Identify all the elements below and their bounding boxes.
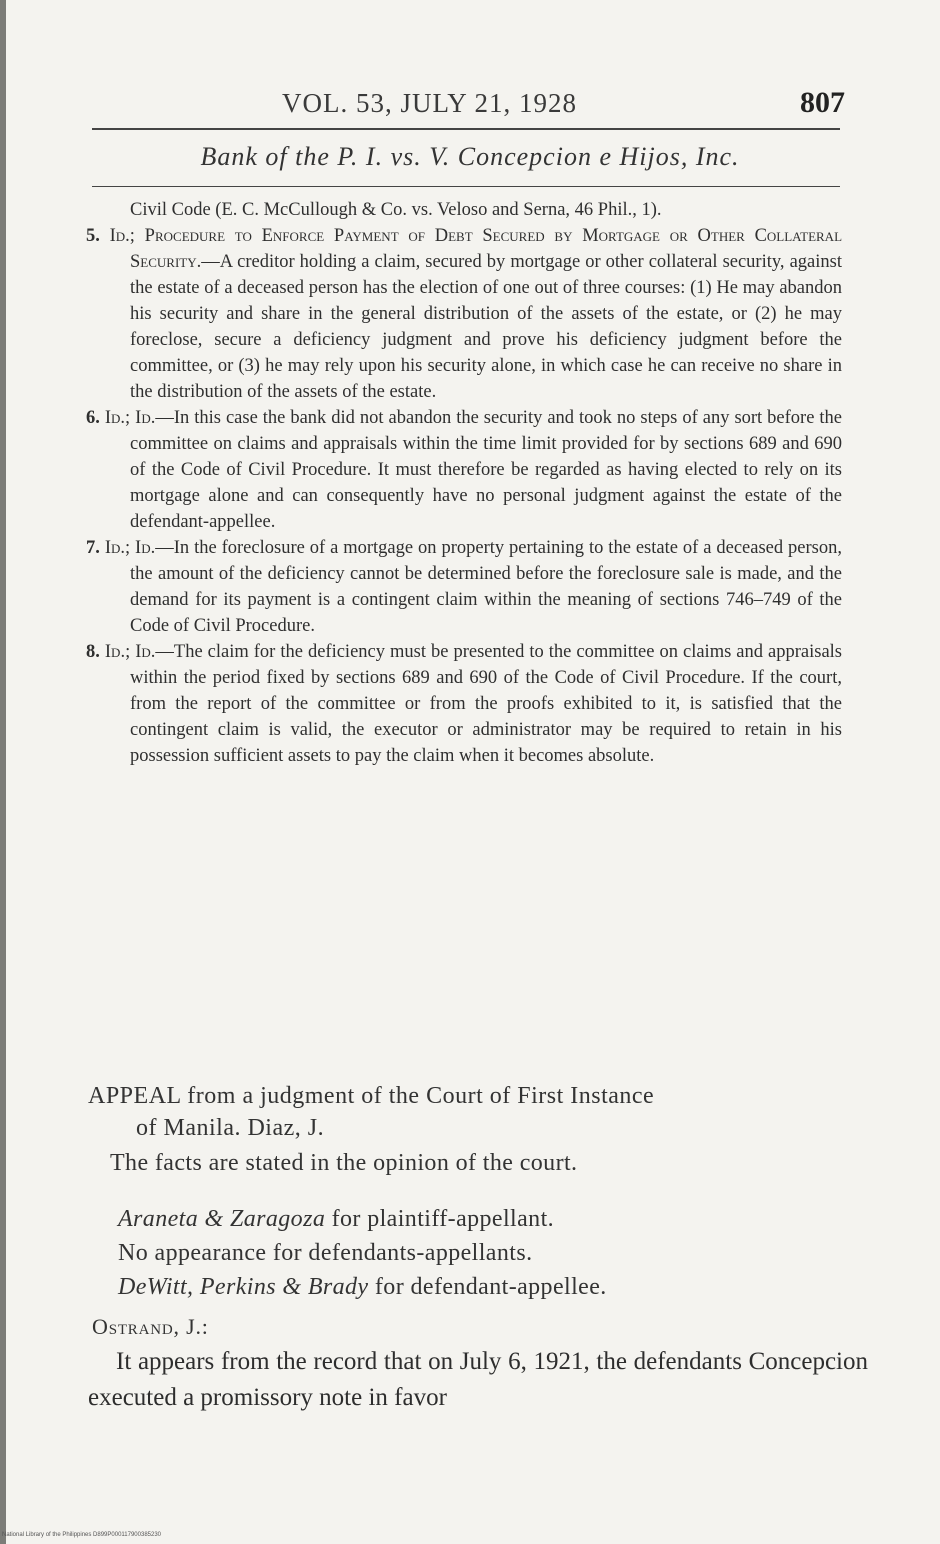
syllabus-item-number: 6.	[86, 408, 100, 428]
opinion-author: Ostrand, J.:	[92, 1314, 209, 1339]
syllabus-item-lead: Id.; Id.	[104, 642, 156, 662]
syllabus-item-number: 8.	[86, 642, 100, 662]
counsel-defendants	[118, 1236, 607, 1270]
syllabus-item-7	[84, 535, 842, 639]
counsel-role: for plaintiff-appellant.	[331, 1206, 555, 1232]
syllabus-item-text: —In the foreclosure of a mortgage on property pertaining to the estate of a deceased person, the amount of the deficiency cannot be determined before the foreclosure sale is made, and the demand for its payment is a contingent claim within the meaning of sections 746–749 of the Code of Civil Procedure.	[130, 538, 842, 636]
running-head: VOL. 53, JULY 21, 1928	[282, 88, 578, 118]
syllabus-item-lead: Id.; Id.	[104, 538, 156, 558]
syllabus	[84, 197, 842, 769]
counsel-name: DeWitt, Perkins & Brady	[118, 1274, 369, 1300]
syllabus-item-text: —The claim for the deficiency must be presented to the committee on claims and appraisals within the period fixed by sections 689 and 690 of the Code of Civil Procedure. If the court, from the report of the committee or from the proofs exhibited to it, is satisfied that the contingent claim is valid, the executor or administrator may be required to retain in his possession sufficient assets to pay the claim when it becomes absolute.	[130, 642, 842, 766]
counsel-plaintiff	[118, 1202, 607, 1236]
facts-statement: The facts are stated in the opinion of the court.	[110, 1150, 578, 1176]
page-edge	[0, 0, 6, 1544]
opinion-body	[88, 1344, 868, 1416]
syllabus-item-8	[84, 639, 842, 769]
counsel-role: for defendant-appellee.	[374, 1274, 607, 1300]
library-watermark: National Library of the Philippines D899P000117900385230	[2, 1532, 162, 1538]
header-rule-top	[92, 128, 840, 130]
syllabus-item-5	[84, 223, 842, 405]
counsel-role: No appearance for defendants-appellants.	[118, 1240, 533, 1266]
appeal-statement	[88, 1080, 858, 1144]
header-rule-bottom	[92, 186, 840, 187]
appeal-line-1: APPEAL from a judgment of the Court of First Instance	[88, 1083, 655, 1109]
syllabus-continuation: Civil Code (E. C. McCullough & Co. vs. Veloso and Serna, 46 Phil., 1).	[130, 200, 662, 220]
opinion-paragraph: It appears from the record that on July 6, 1921, the defendants Concepcion executed a promissory note in favor	[88, 1348, 868, 1411]
syllabus-item-text: —In this case the bank did not abandon the security and took no steps of any sort before the committee on claims and appraisals within the time limit provided for by sections 689 and 690 of the Code of Civil Procedure. It must therefore be regarded as having elected to rely on its mortgage alone and can consequently have no personal judgment against the estate of the defendant-appellee.	[130, 408, 843, 532]
syllabus-item-6	[84, 405, 842, 535]
syllabus-item-lead: Id.; Procedure to Enforce Payment of Debt Secured by Mortgage or Other Collateral Security.	[109, 226, 843, 272]
counsel-list	[118, 1202, 607, 1304]
case-title: Bank of the P. I. vs. V. Concepcion e Hijos, Inc.	[200, 142, 740, 171]
syllabus-item-text: —A creditor holding a claim, secured by mortgage or other collateral security, against the estate of a deceased person has the election of one out of three courses: (1) He may abandon his security and share in the general distribution of the assets of the estate, or (2) he may foreclose, secure a deficiency judgment and prove his deficiency judgment before the committee, or (3) he may rely upon his security alone, in which case he can receive no share in the distribution of the assets of the estate.	[130, 252, 842, 402]
page-number: 807	[800, 86, 845, 119]
syllabus-item-number: 5.	[86, 226, 100, 246]
syllabus-item-number: 7.	[86, 538, 100, 558]
counsel-name: Araneta & Zaragoza	[118, 1206, 326, 1232]
counsel-appellee	[118, 1270, 607, 1304]
syllabus-item-lead: Id.; Id.	[104, 408, 156, 428]
appeal-line-2: of Manila. Diaz, J.	[136, 1115, 325, 1141]
